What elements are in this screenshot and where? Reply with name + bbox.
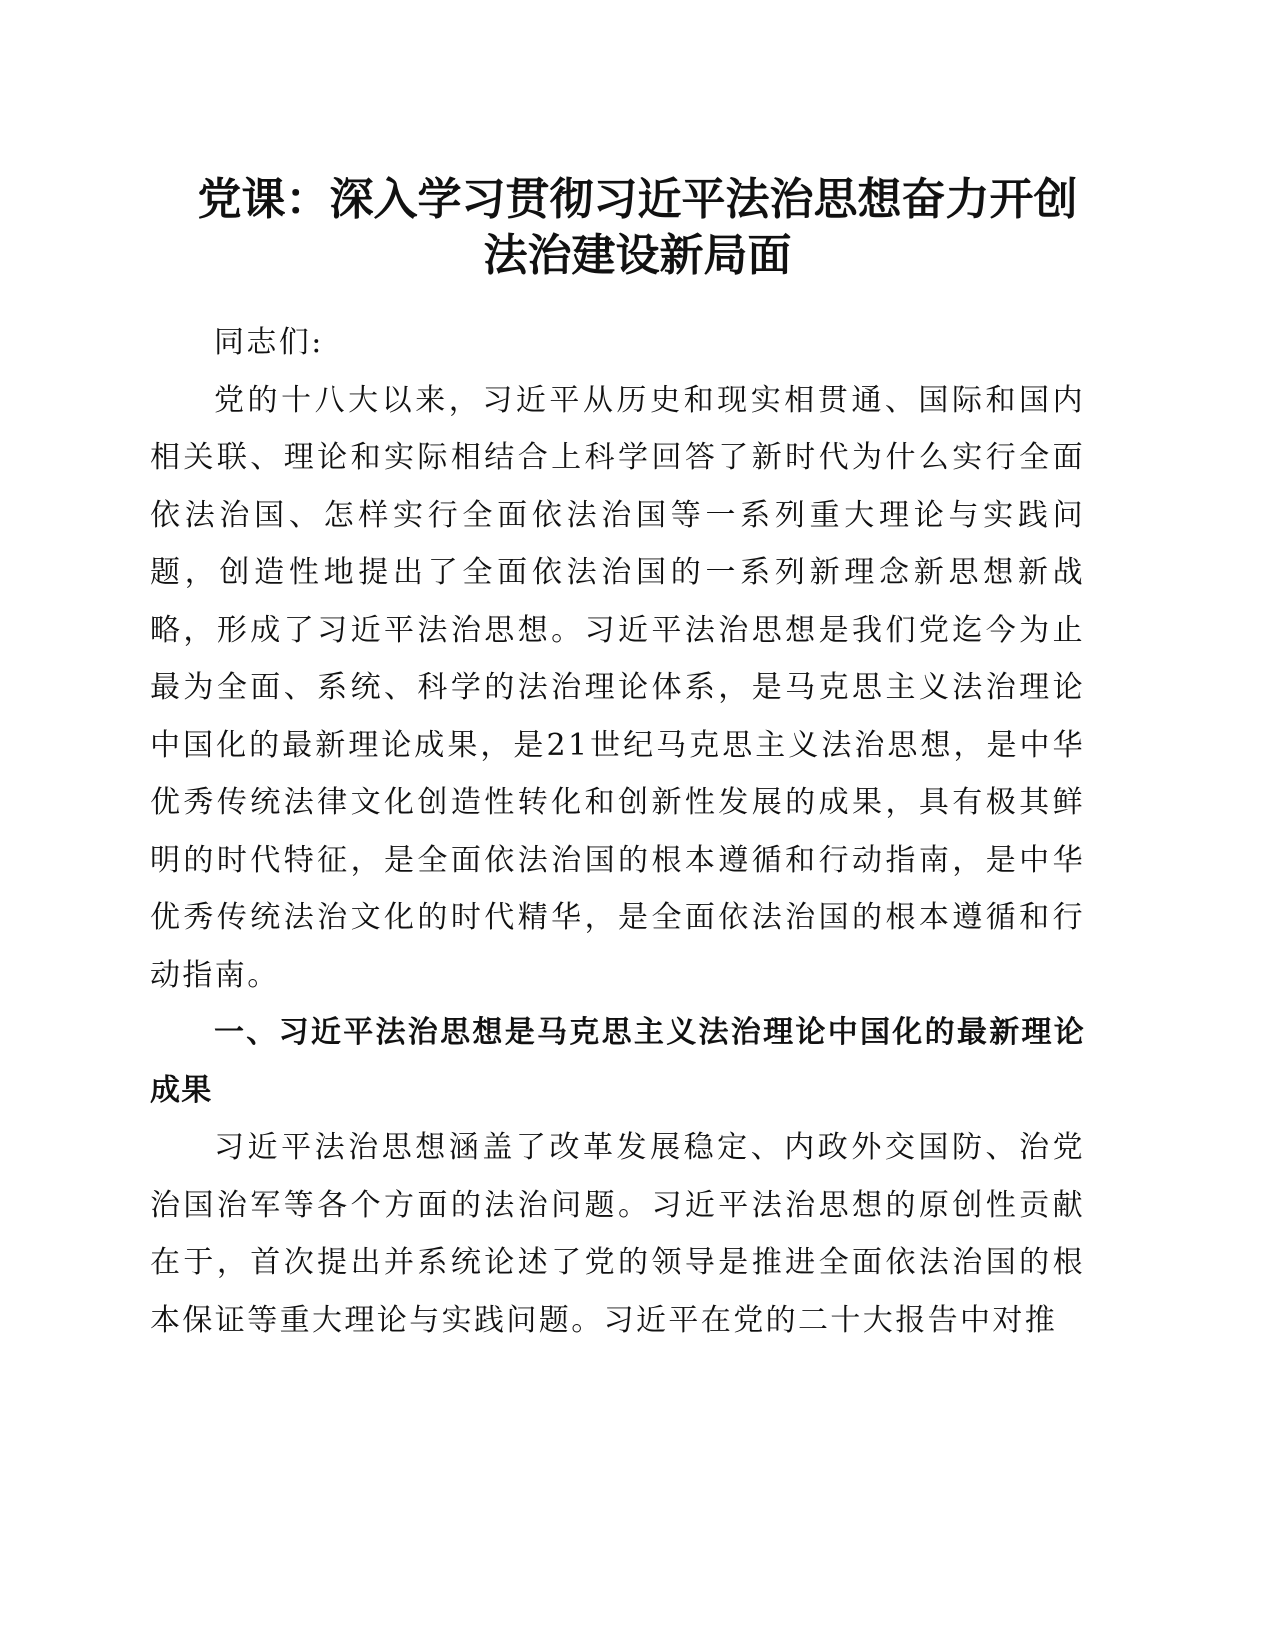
paragraph-section-1: 习近平法治思想涵盖了改革发展稳定、内政外交国防、治党治国治军等各个方面的法治问题。习近平法治思想的原创性贡献在于，首次提出并系统论述了党的领导是推进全面依法治国的根本保证等重大理论与实践问题。习近平在党的二十大报告中对推: [150, 1130, 1085, 1338]
paragraph-intro: 党的十八大以来，习近平从历史和现实相贯通、国际和国内相关联、理论和实际相结合上科学回答了新时代为什么实行全面依法治国、怎样实行全面依法治国等一系列重大理论与实践问题，创造性地提出了全面依法治国的一系列新理念新思想新战略，形成了习近平法治思想。习近平法治思想是我们党迄今为止最为全面、系统、科学的法治理论体系，是马克思主义法治理论中国化的最新理论成果，是21世纪马克思主义法治思想，是中华优秀传统法律文化创造性转化和创新性发展的成果，具有极其鲜明的时代特征，是全面依法治国的根本遵循和行动指南，是中华优秀传统法治文化的时代精华，是全面依法治国的根本遵循和行动指南。: [150, 382, 1085, 993]
title-line-2: 法治建设新局面: [483, 230, 792, 281]
salutation: 同志们:: [214, 325, 324, 360]
document-body: [150, 314, 1085, 1349]
document-title: [150, 172, 1125, 284]
section-heading-1: 一、习近平法治思想是马克思主义法治理论中国化的最新理论成果: [150, 1015, 1085, 1108]
title-line-1: 党课：深入学习贯彻习近平法治思想奋力开创: [197, 174, 1078, 225]
